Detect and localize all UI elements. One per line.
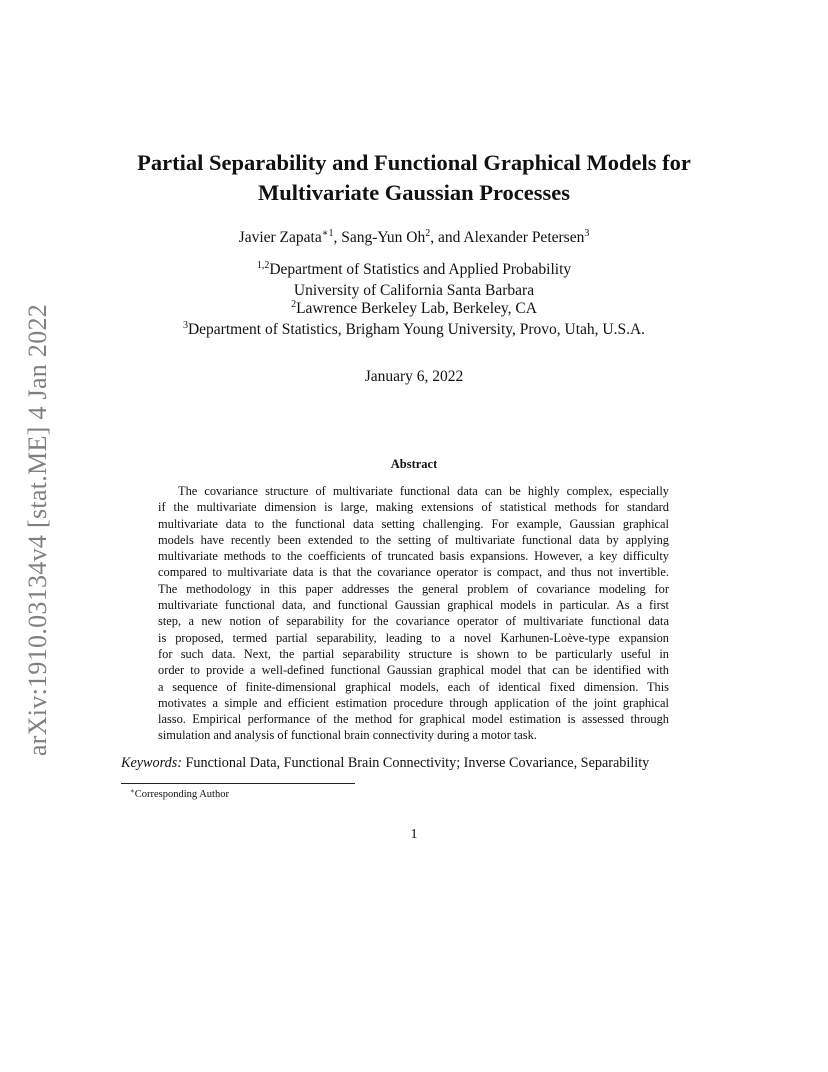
- author-separator: , and: [430, 229, 464, 246]
- abstract-line: lasso. Empirical performance of the method for graphical model estimation is assessed through: [158, 712, 669, 727]
- footnote-mark: ∗: [130, 787, 135, 795]
- footnote-divider: [121, 783, 355, 784]
- abstract-line: if the multivariate dimension is large, making extensions of statistical methods for standard: [158, 500, 669, 515]
- abstract-line: multivariate methods to the coefficients of truncated basis expansions. However, a key difficulty: [158, 549, 669, 564]
- author-affiliation-mark: 2: [425, 228, 431, 239]
- abstract-line: multivariate data to the functional data setting challenging. For example, Gaussian graphical: [158, 516, 669, 531]
- abstract-line: is proposed, termed partial separability, leading to a novel Karhunen-Loève-type expansion: [158, 630, 669, 645]
- author-separator: ,: [333, 229, 342, 246]
- author-affiliation-mark: 3: [584, 228, 590, 239]
- affiliation-text: University of California Santa Barbara: [293, 281, 535, 299]
- footnote: [130, 788, 229, 802]
- author-affiliation-mark: ∗1: [321, 228, 334, 239]
- arxiv-identifier-stamp: arXiv:1910.03134v4 [stat.ME] 4 Jan 2022: [23, 303, 52, 757]
- affiliation-line: [100, 261, 728, 282]
- affiliation-mark: 1,2: [256, 260, 270, 271]
- paper-title: [100, 148, 728, 208]
- author-name: Sang-Yun Oh: [341, 229, 426, 246]
- affiliation-line: [100, 282, 728, 301]
- abstract-line: order to provide a well-defined functional Gaussian graphical model that can be identified with: [158, 663, 669, 678]
- abstract-line: motivates a simple and efficient estimation procedure through application of the joint graphical: [158, 695, 669, 710]
- abstract-line: a sequence of finite-dimensional graphical models, each of identical fixed dimension. This: [158, 679, 669, 694]
- abstract-line: models have recently been extended to the setting of multivariate functional data by applying: [158, 532, 669, 547]
- keywords-label: Keywords:: [121, 755, 182, 771]
- abstract-line: compared to multivariate data is that the covariance operator is compact, and thus not invertible.: [158, 565, 669, 580]
- page-number: 1: [410, 827, 418, 842]
- abstract-line: simulation and analysis of functional brain connectivity during a motor task.: [158, 728, 537, 743]
- abstract-line: for such data. Next, the partial separability structure is shown to be particularly useful in: [158, 646, 669, 661]
- affiliation-line: [100, 300, 728, 321]
- affiliation-text: Lawrence Berkeley Lab, Berkeley, CA: [296, 300, 537, 317]
- affiliation-text: Department of Statistics, Brigham Young University, Provo, Utah, U.S.A.: [187, 320, 646, 338]
- paper-title-line-2: Multivariate Gaussian Processes: [257, 180, 571, 205]
- footnote-text: Corresponding Author: [134, 789, 229, 800]
- author-name: Javier Zapata: [238, 229, 322, 246]
- affiliation-list: [100, 261, 728, 341]
- keywords-line: [121, 754, 681, 772]
- abstract-line: step, a new notion of separability for the covariance operator of multivariate functional data: [158, 614, 669, 629]
- abstract-line: multivariate functional data, and functional Gaussian graphical models in particular. As a first: [158, 598, 669, 613]
- abstract-line: The covariance structure of multivariate functional data can be highly complex, especially: [178, 484, 669, 498]
- affiliation-text: Department of Statistics and Applied Probability: [269, 261, 572, 278]
- abstract-heading: Abstract: [390, 457, 438, 471]
- paper-date: January 6, 2022: [364, 368, 464, 385]
- author-list: [100, 228, 728, 250]
- author-name: Alexander Petersen: [463, 229, 585, 246]
- affiliation-mark: 3: [182, 319, 188, 331]
- keywords-text: Functional Data, Functional Brain Connectivity; Inverse Covariance, Separability: [185, 755, 650, 771]
- affiliation-line: [100, 321, 728, 342]
- paper-title-line-1: Partial Separability and Functional Graphical Models for: [137, 150, 691, 175]
- abstract-body: [158, 483, 669, 744]
- affiliation-mark: 2: [291, 299, 297, 310]
- abstract-line: The methodology in this paper addresses the general problem of covariance modeling for: [158, 581, 669, 596]
